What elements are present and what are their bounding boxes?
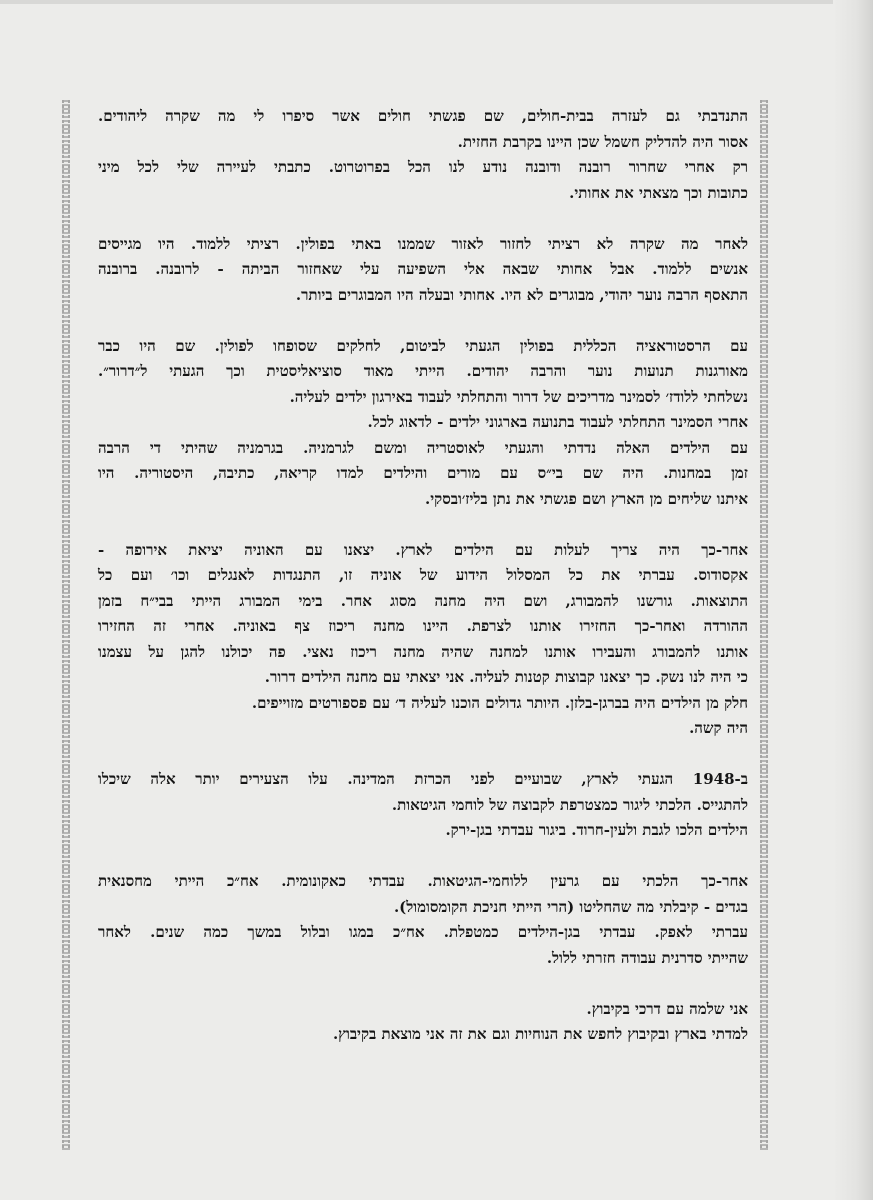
paragraph-6 — [98, 869, 748, 971]
text-line: שהייתי סדרנית עבודה חזרתי ללול. — [546, 948, 748, 967]
text-line: אחרי הסמינר התחלתי לעבוד בתנועה בארגוני ילדים - לדאוג לכל. — [367, 413, 748, 431]
text-line: התנדבתי גם לעזרה בבית-חולים, שם פגשתי חולים אשר סיפרו לי מה שקרה ליהודים. — [98, 107, 748, 125]
paragraph-2 — [98, 232, 748, 309]
text-line: אסור היה להדליק חשמל שכן היינו בקרבת החזית. — [457, 132, 748, 151]
text-line: ב-1948 הגעתי לארץ, שבועיים לפני הכרזת המדינה. עלו הצעירים יותר אלה שיכלו — [98, 770, 748, 788]
text-line: למדתי בארץ ובקיבוץ לחפש את הנוחיות וגם את זה אני מוצאת בקיבוץ. — [332, 1025, 748, 1043]
text-line: מאורגנות תנועות נוער והרבה יהודים. הייתי מאוד סוציאליסטית וכך הגעתי ל״דרור״. — [98, 362, 748, 380]
paragraph-7 — [98, 997, 748, 1048]
paragraph-4 — [98, 538, 748, 742]
text-line: אחר-כך היה צריך לעלות עם הילדים לארץ. יצאנו עם האוניה יציאת אירופה - — [98, 540, 748, 559]
decorative-border-right — [760, 100, 768, 1150]
text-line: רק אחרי שחרור רובנה ודובנה נודע לנו הכל בפרוטרוט. כתבתי לעיירה שלי לכל מיני — [98, 158, 748, 176]
text-line: אחר-כך הלכתי עם גרעין ללוחמי-הגיטאות. עבדתי כאקונומית. אח״כ הייתי מחסנאית — [98, 872, 748, 890]
text-line: אני שלמה עם דרכי בקיבוץ. — [586, 999, 748, 1018]
text-line: כי היה לנו נשק. כך יצאנו קבוצות קטנות לעליה. אני יצאתי עם מחנה הילדים דרור. — [264, 668, 748, 686]
text-line: הילדים הלכו לגבת ולעין-חרוד. ביגור עבדתי בגן-ירק. — [445, 821, 748, 839]
text-line: להתגייס. הלכתי ליגור כמצטרפת לקבוצה של לוחמי הגיטאות. — [391, 795, 748, 814]
text-line: לאחר מה שקרה לא רציתי לחזור לאזור שממנו באתי בפולין. רציתי ללמוד. היו מגייסים — [98, 234, 748, 253]
memoir-text — [98, 104, 748, 1073]
text-line: התאסף הרבה נוער יהודי, מבוגרים לא היו. אחותי ובעלה היו המבוגרים ביותר. — [295, 285, 748, 304]
text-line: נשלחתי ללודז׳ לסמינר מדריכים של דרור והתחלתי לעבוד באירגון ילדים לעליה. — [289, 387, 748, 406]
text-line: התוצאות. גורשנו להמבורג, ושם היה מחנה מסוג אחר. בימי המבורג הייתי בבי״ח בזמן — [98, 591, 748, 610]
paragraph-1 — [98, 104, 748, 206]
text-line: עברתי לאפק. עבדתי בגן-הילדים כמטפלת. אח״כ במגו ובלול במשך כמה שנים. לאחר — [98, 923, 748, 941]
text-line: חלק מן הילדים היה בברגן-בלזן. היותר גדולים הוכנו לעליה ד׳ עם פספורטים מזוייפים. — [251, 693, 748, 712]
text-line: כתובות וכך מצאתי את אחותי. — [569, 183, 748, 202]
text-line: ההורדה ואחר-כך החזירו אותנו לצרפת. היינו מחנה ריכוז צף באוניה. אחרי זה החזירו — [98, 617, 748, 635]
text-line: אותנו להמבורג והעבירו אותנו למחנה שהיה מחנה ריכוז נאצי. פה יכולנו להגן על עצמנו — [98, 642, 748, 661]
scan-right-edge — [833, 0, 873, 1200]
text-line: אנשים ללמוד. אבל אחותי שבאה אלי השפיעה עלי שאחזור הביתה - לרובנה. ברובנה — [98, 260, 748, 278]
text-line: עם הילדים האלה נדדתי והגעתי לאוסטריה ומשם לגרמניה. בגרמניה שהיתי די הרבה — [98, 438, 748, 457]
text-line: איתנו שליחים מן הארץ ושם פגשתי את נתן בליז׳ובסקי. — [425, 489, 748, 508]
paragraph-3 — [98, 334, 748, 513]
paragraph-5 — [98, 767, 748, 844]
text-line: זמן במחנות. היה שם בי״ס עם מורים והילדים למדו קריאה, כתיבה, היסטוריה. היו — [98, 464, 748, 482]
scan-top-edge — [0, 0, 873, 4]
text-line: אקסודוס. עברתי את כל המסלול הידוע של אוניה זו, התנגדות לאנגלים וכו׳ ועם כל — [98, 566, 748, 584]
text-line: עם הרסטוראציה הכללית בפולין הגעתי לביטום, לחלקים שסופחו לפולין. שם היו כבר — [98, 336, 748, 355]
text-line: היה קשה. — [689, 719, 748, 737]
decorative-border-left — [62, 100, 70, 1150]
text-line: בגדים - קיבלתי מה שהחליטו (הרי הייתי חניכת הקומסומול). — [393, 897, 748, 916]
